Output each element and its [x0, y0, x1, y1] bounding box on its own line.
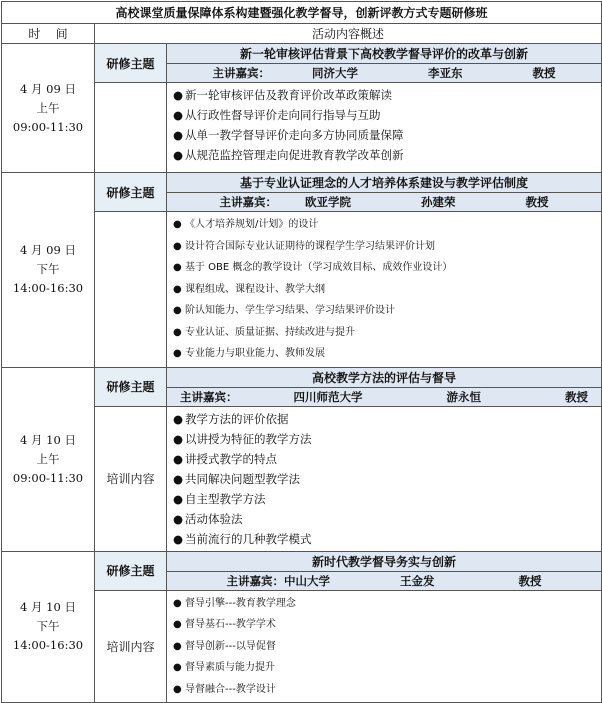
session-3-date: 4 月 10 日 — [20, 432, 76, 447]
bullet-icon: ● — [173, 491, 184, 506]
session-3-time: 09:00-11:30 — [12, 470, 84, 485]
bullet-icon: ● — [173, 326, 182, 338]
session-3-theme: 高校教学方法的评估与督导 — [167, 367, 602, 387]
session-2-theme: 基于专业认证理念的人才培养体系建设与教学评估制度 — [167, 173, 602, 193]
list-item-text: 专业认证、质量证据、持续改进与提升 — [185, 326, 355, 338]
list-item-text: 督导素质与能力提升 — [185, 662, 275, 673]
session-3-item-list — [173, 409, 601, 549]
list-item-text: 活动体验法 — [185, 511, 243, 526]
header-row — [2, 24, 602, 44]
bullet-icon: ● — [173, 683, 182, 695]
session-2-item-list — [173, 214, 601, 365]
session-4-item-list — [173, 593, 601, 701]
list-item-text: 专业能力与职业能力、教师发展 — [185, 348, 325, 359]
schedule-table — [1, 1, 602, 703]
session-4-time-cell — [2, 551, 95, 703]
session-1-content-label — [95, 83, 167, 173]
session-2-items-cell — [167, 212, 602, 368]
session-4-speaker: 主讲嘉宾：中山大学 王金发 教授 — [167, 571, 602, 590]
list-item — [173, 125, 601, 145]
bullet-icon: ● — [173, 531, 184, 546]
session-1-period: 上午 — [36, 100, 60, 115]
bullet-icon: ● — [173, 240, 182, 252]
list-item-text: 共同解决问题型教学法 — [185, 471, 300, 486]
list-item-text: 《人才培养规划/计划》的设计 — [185, 219, 319, 230]
list-item — [173, 449, 601, 469]
bullet-icon: ● — [173, 471, 184, 486]
bullet-icon: ● — [173, 431, 184, 446]
session-3-theme-row — [2, 367, 602, 387]
list-item — [173, 343, 601, 365]
list-item-text: 课程组成、课程设计、教学大纲 — [185, 283, 325, 295]
session-3-content-label: 培训内容 — [95, 406, 167, 551]
list-item — [173, 279, 601, 301]
bullet-icon: ● — [173, 640, 182, 652]
bullet-icon: ● — [173, 662, 182, 673]
list-item — [173, 614, 601, 636]
session-4-date: 4 月 10 日 — [20, 600, 76, 615]
session-1-speaker: 主讲嘉宾： 同济大学 李亚东 教授 — [167, 64, 602, 83]
list-item — [173, 322, 601, 344]
bullet-icon: ● — [173, 597, 182, 609]
list-item — [173, 236, 601, 258]
bullet-icon: ● — [173, 262, 182, 273]
bullet-icon: ● — [173, 511, 184, 526]
bullet-icon: ● — [173, 348, 182, 359]
session-3-speaker: 主讲嘉宾： 四川师范大学 游永恒 教授 — [167, 387, 602, 406]
session-4-period: 下午 — [36, 619, 60, 634]
session-2-date: 4 月 09 日 — [20, 243, 76, 258]
bullet-icon: ● — [173, 619, 182, 630]
session-2-theme-label: 研修主题 — [95, 173, 167, 212]
bullet-icon: ● — [173, 88, 184, 102]
session-2-content-label — [95, 212, 167, 368]
list-item-text: 自主型教学方法 — [185, 491, 266, 506]
list-item — [173, 300, 601, 322]
session-4-theme: 新时代教学督导务实与创新 — [167, 551, 602, 571]
session-2-speaker: 主讲嘉宾： 欧亚学院 孙建荣 教授 — [167, 193, 602, 212]
header-time: 时 间 — [2, 24, 95, 44]
list-item — [173, 214, 601, 236]
list-item-text: 讲授式教学的特点 — [185, 451, 277, 466]
list-item — [173, 409, 601, 429]
session-3-items-cell — [167, 406, 602, 551]
session-4-items-cell — [167, 590, 602, 703]
list-item — [173, 469, 601, 489]
list-item — [173, 509, 601, 529]
list-item-text: 新一轮审核评估及教育评价改革政策解读 — [185, 88, 392, 102]
list-item-text: 教学方法的评价依据 — [185, 411, 289, 426]
list-item — [173, 636, 601, 658]
bullet-icon: ● — [173, 305, 182, 316]
session-2-theme-row — [2, 173, 602, 193]
list-item-text: 督导创新---以导促督 — [185, 640, 276, 652]
list-item — [173, 257, 601, 279]
session-1-time-cell — [2, 44, 95, 173]
session-2-time-cell — [2, 173, 95, 368]
list-item — [173, 85, 601, 105]
session-1-date: 4 月 09 日 — [20, 81, 76, 96]
schedule-title: 高校课堂质量保障体系构建暨强化教学督导，创新评教方式专题研修班 — [2, 2, 602, 24]
bullet-icon: ● — [173, 451, 184, 466]
session-1-items-cell — [167, 83, 602, 173]
list-item-text: 从行政性督导评价走向同行指导与互助 — [185, 108, 381, 122]
list-item-text: 基于 OBE 概念的教学设计（学习成效目标、成效作业设计） — [185, 262, 453, 273]
session-1-theme-row — [2, 44, 602, 64]
session-2-time: 14:00-16:30 — [12, 281, 84, 296]
session-1-time: 09:00-11:30 — [12, 119, 84, 134]
session-1-theme-label: 研修主题 — [95, 44, 167, 83]
list-item — [173, 489, 601, 509]
session-3-period: 上午 — [36, 451, 60, 466]
session-4-theme-label: 研修主题 — [95, 551, 167, 590]
bullet-icon: ● — [173, 128, 184, 142]
bullet-icon: ● — [173, 148, 184, 162]
session-2-period: 下午 — [36, 262, 60, 277]
list-item — [173, 105, 601, 125]
list-item — [173, 145, 601, 165]
session-4-theme-row — [2, 551, 602, 571]
list-item-text: 从规范监控管理走向促进教育教学改革创新 — [185, 148, 404, 162]
list-item-text: 从单一教学督导评价走向多方协同质量保障 — [185, 128, 404, 142]
header-content: 活动内容概述 — [95, 24, 602, 44]
list-item-text: 设计符合国际专业认证期待的课程学生学习结果评价计划 — [185, 240, 435, 252]
session-3-time-cell — [2, 367, 95, 551]
list-item-text: 导督融合---教学设计 — [185, 683, 276, 695]
session-4-content-label: 培训内容 — [95, 590, 167, 703]
bullet-icon: ● — [173, 108, 184, 122]
list-item — [173, 429, 601, 449]
session-4-time: 14:00-16:30 — [12, 638, 84, 653]
session-1-theme: 新一轮审核评估背景下高校教学督导评价的改革与创新 — [167, 44, 602, 64]
list-item-text: 以讲授为特征的教学方法 — [185, 431, 312, 446]
list-item-text: 阶认知能力、学生学习结果、学习结果评价设计 — [185, 305, 395, 316]
list-item — [173, 679, 601, 701]
bullet-icon: ● — [173, 219, 182, 230]
list-item-text: 当前流行的几种教学模式 — [185, 531, 312, 546]
bullet-icon: ● — [173, 411, 184, 426]
list-item-text: 督导基石---教学学术 — [185, 619, 276, 630]
session-1-item-list — [173, 85, 601, 165]
list-item-text: 督导引擎---教育教学理念 — [185, 597, 296, 609]
list-item — [173, 529, 601, 549]
list-item — [173, 593, 601, 615]
session-3-theme-label: 研修主题 — [95, 367, 167, 406]
title-row — [2, 2, 602, 24]
bullet-icon: ● — [173, 283, 182, 295]
list-item — [173, 657, 601, 679]
